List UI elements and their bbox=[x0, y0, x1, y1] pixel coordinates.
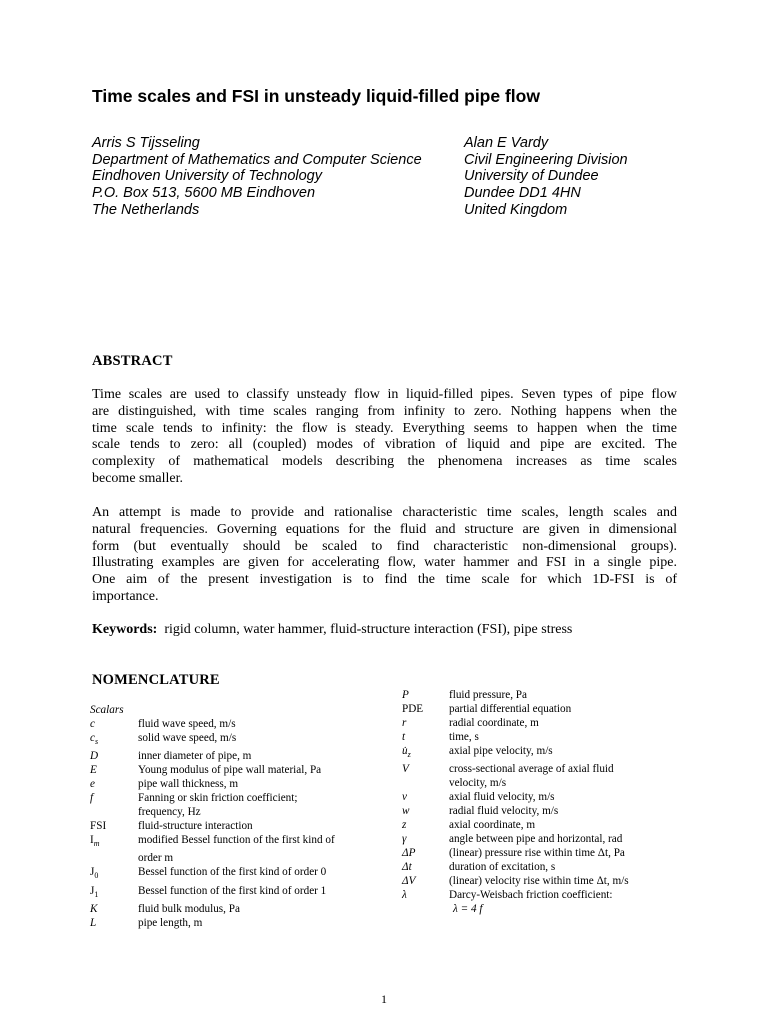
nomenclature-definition: pipe length, m bbox=[138, 916, 203, 929]
nomenclature-definition: solid wave speed, m/s bbox=[138, 732, 237, 744]
nomenclature-symbol-main: J bbox=[90, 884, 95, 897]
nomenclature-entry bbox=[402, 716, 629, 730]
nomenclature-symbol-main: FSI bbox=[90, 820, 107, 833]
nomenclature-symbol-main: c bbox=[90, 732, 95, 744]
nomenclature-definition: axial fluid velocity, m/s bbox=[449, 791, 555, 804]
nomenclature-symbol-main: D bbox=[90, 750, 99, 763]
nomenclature-symbol bbox=[402, 832, 449, 846]
abstract-paragraph-2 bbox=[92, 505, 677, 606]
nomenclature-symbol-main: z bbox=[402, 819, 407, 832]
nomenclature-entry bbox=[90, 791, 335, 805]
abstract-p2-line: importance. bbox=[92, 588, 159, 604]
nomenclature-entry bbox=[90, 777, 335, 791]
nomenclature-definition: Bessel function of the first kind of order 0 bbox=[138, 866, 327, 879]
abstract-p1-line: scale tends to zero: all (coupled) modes of vibration of liquid and pipe are excited. The bbox=[92, 437, 677, 453]
keywords-label: Keywords: bbox=[92, 622, 158, 637]
nomenclature-symbol bbox=[402, 804, 449, 818]
nomenclature-entry bbox=[402, 860, 629, 874]
nomenclature-definition: axial coordinate, m bbox=[449, 819, 536, 832]
nomenclature-definition: radial coordinate, m bbox=[449, 717, 539, 729]
nomenclature-entry bbox=[402, 804, 629, 818]
nomenclature-definition: fluid wave speed, m/s bbox=[138, 718, 236, 730]
abstract-p1-line: time scale tends to infinity: the flow is steady. Everything seems to happen when the time bbox=[92, 420, 677, 436]
nomenclature-entry bbox=[90, 884, 335, 902]
nomenclature-entry bbox=[402, 688, 629, 702]
nomenclature-left-column bbox=[90, 703, 335, 930]
nomenclature-symbol-main: P bbox=[402, 689, 409, 701]
nomenclature-symbol-main: u̇ bbox=[402, 745, 408, 757]
nomenclature-definition: modified Bessel function of the first kind of bbox=[138, 834, 335, 847]
abstract-paragraph-1 bbox=[92, 387, 677, 488]
nomenclature-symbol bbox=[402, 846, 449, 860]
nomenclature-symbol-main: I bbox=[90, 834, 94, 847]
author-left-dept: Department of Mathematics and Computer Science bbox=[92, 151, 422, 168]
nomenclature-symbol-main: J bbox=[90, 866, 95, 879]
nomenclature-symbol bbox=[90, 902, 138, 916]
abstract-p1-line: are distinguished, with time scales ranging from infinity to zero. Nothing happens when the bbox=[92, 403, 677, 419]
nomenclature-entry bbox=[90, 819, 335, 833]
nomenclature-symbol bbox=[90, 731, 138, 749]
nomenclature-symbol bbox=[90, 833, 138, 851]
nomenclature-symbol bbox=[402, 730, 449, 744]
paper-title: Time scales and FSI in unsteady liquid-filled pipe flow bbox=[92, 86, 540, 106]
nomenclature-symbol bbox=[402, 860, 449, 874]
nomenclature-symbol-subscript: s bbox=[94, 737, 99, 747]
nomenclature-entry bbox=[402, 702, 629, 716]
nomenclature-symbol-subscript: m bbox=[93, 839, 100, 849]
nomenclature-definition: duration of excitation, s bbox=[449, 861, 556, 874]
nomenclature-symbol bbox=[90, 717, 138, 731]
nomenclature-entry bbox=[90, 833, 335, 851]
nomenclature-definition: fluid bulk modulus, Pa bbox=[138, 902, 240, 915]
nomenclature-symbol bbox=[90, 763, 138, 777]
nomenclature-entry bbox=[402, 888, 629, 902]
nomenclature-symbol bbox=[90, 819, 138, 833]
abstract-p2-line: One aim of the present investigation is to find the time scale for which 1D-FSI is of bbox=[92, 572, 677, 588]
nomenclature-entry bbox=[402, 744, 629, 762]
abstract-p1-line: Time scales are used to classify unsteady flow in liquid-filled pipes. Seven types of pipe flow bbox=[92, 387, 677, 402]
nomenclature-definition: Young modulus of pipe wall material, Pa bbox=[138, 764, 322, 777]
nomenclature-definition: radial fluid velocity, m/s bbox=[449, 805, 559, 818]
nomenclature-definition: angle between pipe and horizontal, rad bbox=[449, 833, 623, 846]
nomenclature-definition-continuation: frequency, Hz bbox=[138, 806, 201, 819]
abstract-p2-line: form (but eventually should be scaled to find characteristic non-dimensional groups). bbox=[92, 538, 677, 554]
nomenclature-entry bbox=[90, 916, 335, 930]
nomenclature-symbol bbox=[90, 916, 138, 930]
author-left-university: Eindhoven University of Technology bbox=[92, 168, 322, 185]
nomenclature-definition: inner diameter of pipe, m bbox=[138, 750, 252, 763]
page-number: 1 bbox=[381, 992, 387, 1006]
nomenclature-symbol bbox=[402, 818, 449, 832]
nomenclature-symbol bbox=[402, 716, 449, 730]
nomenclature-entry bbox=[402, 818, 629, 832]
nomenclature-entry bbox=[402, 874, 629, 888]
abstract-p2-line: An attempt is made to provide and rationalise characteristic time scales, length scales and bbox=[92, 505, 677, 520]
nomenclature-symbol bbox=[402, 790, 449, 804]
nomenclature-symbol-main: v bbox=[402, 791, 407, 804]
nomenclature-symbol-main: PDE bbox=[402, 703, 424, 715]
nomenclature-symbol bbox=[402, 762, 449, 776]
nomenclature-symbol-main: E bbox=[90, 764, 97, 777]
author-left-name: Arris S Tijsseling bbox=[92, 135, 200, 151]
keywords-text: rigid column, water hammer, fluid-structure interaction (FSI), pipe stress bbox=[164, 622, 573, 637]
nomenclature-definition: (linear) pressure rise within time Δt, Pa bbox=[449, 847, 625, 860]
nomenclature-entry bbox=[90, 731, 335, 749]
author-right-name: Alan E Vardy bbox=[464, 135, 549, 151]
author-right-university: University of Dundee bbox=[464, 168, 599, 185]
nomenclature-symbol-main: c bbox=[90, 718, 95, 730]
nomenclature-definition: Darcy-Weisbach friction coefficient: bbox=[449, 889, 613, 902]
nomenclature-symbol bbox=[90, 791, 138, 805]
nomenclature-entry bbox=[402, 762, 629, 776]
nomenclature-entry bbox=[90, 902, 335, 916]
abstract-p1-line: complexity of mathematical models describing the phenomena increases as time scales bbox=[92, 454, 677, 470]
nomenclature-definition: partial differential equation bbox=[449, 703, 572, 715]
nomenclature-symbol bbox=[402, 744, 449, 762]
nomenclature-symbol-main: γ bbox=[402, 833, 407, 846]
nomenclature-entry bbox=[90, 717, 335, 731]
abstract-p2-line: natural frequencies. Governing equations for the fluid and structure are given in dimensional bbox=[92, 521, 677, 537]
nomenclature-symbol-main: r bbox=[402, 717, 407, 729]
nomenclature-entry bbox=[90, 763, 335, 777]
nomenclature-heading: NOMENCLATURE bbox=[92, 672, 220, 688]
nomenclature-entry bbox=[402, 832, 629, 846]
nomenclature-definition: fluid pressure, Pa bbox=[449, 689, 527, 701]
author-right-dept: Civil Engineering Division bbox=[464, 151, 628, 168]
nomenclature-right-column bbox=[402, 688, 629, 916]
author-left-country: The Netherlands bbox=[92, 201, 200, 218]
nomenclature-definition: cross-sectional average of axial fluid bbox=[449, 763, 614, 776]
nomenclature-definition: Fanning or skin friction coefficient; bbox=[138, 792, 298, 805]
author-right-block bbox=[464, 135, 628, 219]
nomenclature-definition: axial pipe velocity, m/s bbox=[449, 745, 553, 757]
nomenclature-definition: (linear) velocity rise within time Δt, m/s bbox=[449, 875, 629, 888]
nomenclature-symbol bbox=[402, 888, 449, 902]
abstract-p2-line: Illustrating examples are given for accelerating flow, water hammer and FSI in a single pipe. bbox=[92, 555, 677, 571]
nomenclature-definition-continuation: λ = 4 f bbox=[453, 903, 483, 916]
nomenclature-entry bbox=[402, 846, 629, 860]
nomenclature-symbol-main: t bbox=[402, 731, 406, 743]
abstract-p1-line: become smaller. bbox=[92, 470, 183, 486]
nomenclature-definition: pipe wall thickness, m bbox=[138, 778, 239, 791]
nomenclature-symbol bbox=[90, 749, 138, 763]
nomenclature-entry bbox=[402, 730, 629, 744]
nomenclature-entry bbox=[402, 790, 629, 804]
nomenclature-symbol bbox=[90, 884, 138, 902]
nomenclature-symbol-subscript: z bbox=[407, 750, 411, 760]
nomenclature-definition: time, s bbox=[449, 731, 479, 743]
author-left-address: P.O. Box 513, 5600 MB Eindhoven bbox=[92, 185, 316, 202]
nomenclature-symbol-subscript: 0 bbox=[94, 871, 99, 881]
nomenclature-symbol bbox=[402, 702, 449, 716]
nomenclature-symbol-main: L bbox=[90, 916, 97, 929]
nomenclature-definition-continuation: velocity, m/s bbox=[449, 777, 507, 790]
nomenclature-symbol-main: λ bbox=[402, 889, 407, 902]
nomenclature-symbol bbox=[402, 874, 449, 888]
nomenclature-symbol-main: ΔP bbox=[402, 847, 416, 860]
nomenclature-symbol-main: V bbox=[402, 763, 409, 776]
author-left-block bbox=[92, 135, 422, 219]
nomenclature-symbol-main: Δt bbox=[402, 861, 412, 874]
keywords-line bbox=[92, 622, 572, 638]
author-right-country: United Kingdom bbox=[464, 201, 568, 218]
nomenclature-symbol bbox=[90, 865, 138, 883]
nomenclature-symbol bbox=[402, 688, 449, 702]
nomenclature-symbol-subscript: 1 bbox=[94, 889, 99, 899]
nomenclature-definition: fluid-structure interaction bbox=[138, 820, 253, 833]
nomenclature-symbol bbox=[90, 777, 138, 791]
nomenclature-entry bbox=[90, 749, 335, 763]
nomenclature-symbol-main: f bbox=[90, 792, 94, 805]
nomenclature-definition-continuation: order m bbox=[138, 852, 174, 865]
nomenclature-symbol-main: ΔV bbox=[402, 875, 416, 888]
nomenclature-symbol-main: K bbox=[90, 902, 98, 915]
nomenclature-symbol-main: e bbox=[90, 778, 95, 791]
abstract-heading: ABSTRACT bbox=[92, 353, 173, 369]
nomenclature-subheading: Scalars bbox=[90, 704, 124, 716]
nomenclature-definition: Bessel function of the first kind of order 1 bbox=[138, 884, 327, 897]
nomenclature-entry bbox=[90, 865, 335, 883]
nomenclature-symbol-main: w bbox=[402, 805, 410, 818]
author-right-address: Dundee DD1 4HN bbox=[464, 185, 581, 202]
